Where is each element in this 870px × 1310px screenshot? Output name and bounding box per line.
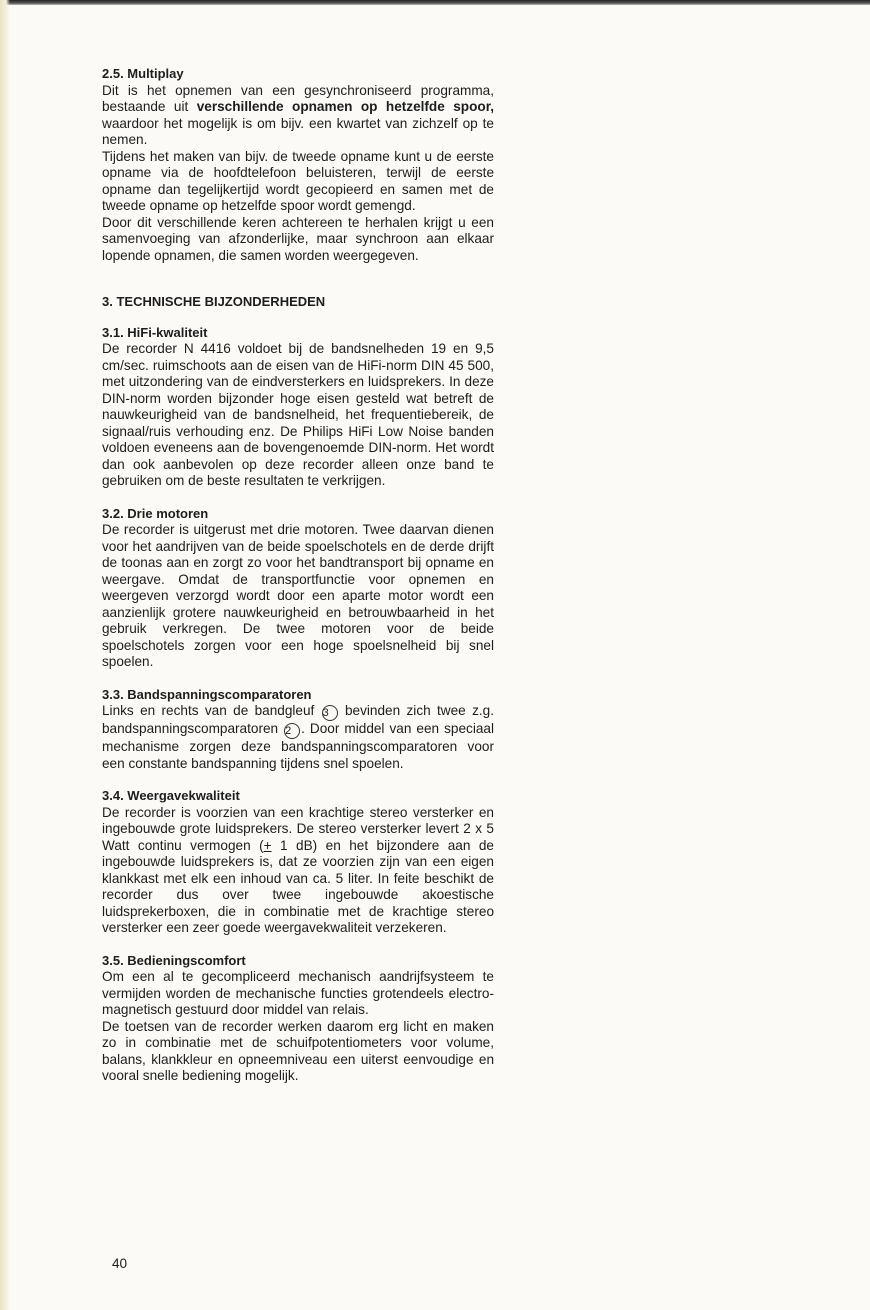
section-3-3: [102, 687, 494, 773]
paragraph: Tijdens het maken van bijv. de tweede opname kunt u de eerste opname via de hoofdtelefoon beluisteren, terwijl de eerste opname dan tegelijkertijd wordt gecopieerd en samen met de tweede opname op hetzelfde spoor wordt gemengd.: [102, 148, 494, 213]
page-top-edge: [0, 0, 870, 5]
section-heading: 3.5. Bedieningscomfort: [102, 952, 246, 968]
section-3-1: [102, 325, 494, 490]
section-2-5: [102, 66, 494, 264]
paragraph: [102, 805, 494, 937]
section-heading: 2.5. Multiplay: [102, 66, 184, 81]
text-run: 1 dB) en het bijzondere aan de ingebouwde luidsprekers is, dat ze voorzien zijn van een eigen klankkast met elk een inhoud van ca. 5 liter. In feite beschikt de recorder dus over twee ingebouwde akoestische luidsprekerboxen, die in combinatie met de krachtige stereo versterker een zeer goede weergavekwaliteit verzekeren.: [102, 837, 494, 935]
paragraph: [102, 83, 494, 149]
section-3-2: [102, 506, 494, 671]
section-3-5: [102, 953, 494, 1085]
text-run: . Door middel van een speciaal mechanisme zorgen deze bandspanningscomparatoren voor een constante bandspanning tijdens snel spoelen.: [102, 721, 494, 771]
text-run: De recorder is voorzien van een krachtige stereo versterker en ingebouwde grote luidsprekers. De stereo versterker levert 2 x 5 Watt continu vermogen (: [102, 804, 494, 853]
bold-text: verschillende opnamen op hetzelfde spoor,: [196, 99, 495, 114]
text-run: bevinden zich twee z.g. bandspanningscomparatoren: [102, 703, 494, 736]
section-heading: 3.2. Drie motoren: [102, 505, 209, 521]
circled-ref-3: 3: [322, 705, 338, 721]
plus-minus-sign: +: [263, 837, 272, 853]
paragraph: Om een al te gecompliceerd mechanisch aandrijfsysteem te vermijden worden de mechanische functies grotendeels electro-magnetisch gestuurd door middel van relais.: [102, 969, 494, 1017]
page-content: [102, 66, 494, 1085]
text-run: Links en rechts van de bandgleuf: [102, 703, 321, 718]
paragraph: De toetsen van de recorder werken daarom erg licht en maken zo in combinatie met de schuifpotentiometers voor volume, balans, klankkleur en opneemniveau een uiterst eenvoudige en vooral snelle bediening mogelijk.: [102, 1018, 494, 1083]
paragraph: [102, 703, 494, 772]
circled-ref-2: 2: [284, 723, 300, 739]
paragraph: De recorder N 4416 voldoet bij de bandsnelheden 19 en 9,5 cm/sec. ruimschoots aan de eisen van de HiFi-norm DIN 45 500, met uitzondering van de eindversterkers en luidsprekers. In deze DIN-norm worden bijzonder hoge eisen gesteld wat betreft de nauwkeurigheid van de bandsnelheid, het frequentiebereik, de signaal/ruis verhouding enz. De Philips HiFi Low Noise banden voldoen eveneens aan de bovengenoemde DIN-norm. Het wordt dan ook aanbevolen op deze recorder alleen onze band te gebruiken om de beste resultaten te verkrijgen.: [102, 341, 494, 488]
section-heading: 3.1. HiFi-kwaliteit: [102, 324, 208, 340]
chapter-heading: 3. TECHNISCHE BIJZONDERHEDEN: [102, 294, 326, 309]
section-3-4: [102, 788, 494, 937]
text-run: Dit is het opnemen van een gesynchroniseerd programma, bestaande uit: [102, 82, 494, 114]
paragraph: De recorder is uitgerust met drie motoren. Twee daarvan dienen voor het aandrijven van de beide spoelschotels en de derde drijft de toonas aan en zorgt zo voor het bandtransport bij opname en weergave. Omdat de transportfunctie voor opnemen en weergeven verzorgd wordt door een aparte motor wordt een aanzienlijk grotere nauwkeurigheid en betrouwbaarheid in het gebruik verkregen. De twee motoren voor de beide spoelschotels zorgen voor een hoge spoelsnelheid bij snel spoelen.: [102, 522, 494, 669]
page-left-edge: [0, 0, 10, 1310]
page-number: 40: [112, 1256, 128, 1271]
section-heading: 3.4. Weergavekwaliteit: [102, 788, 240, 803]
section-heading: 3.3. Bandspanningscomparatoren: [102, 686, 312, 702]
text-run: waardoor het mogelijk is om bijv. een kwartet van zichzelf op te nemen.: [102, 115, 494, 147]
paragraph: Door dit verschillende keren achtereen te herhalen krijgt u een samenvoeging van afzonderlijke, maar synchroon aan elkaar lopende opnamen, die samen worden weergegeven.: [102, 214, 494, 263]
